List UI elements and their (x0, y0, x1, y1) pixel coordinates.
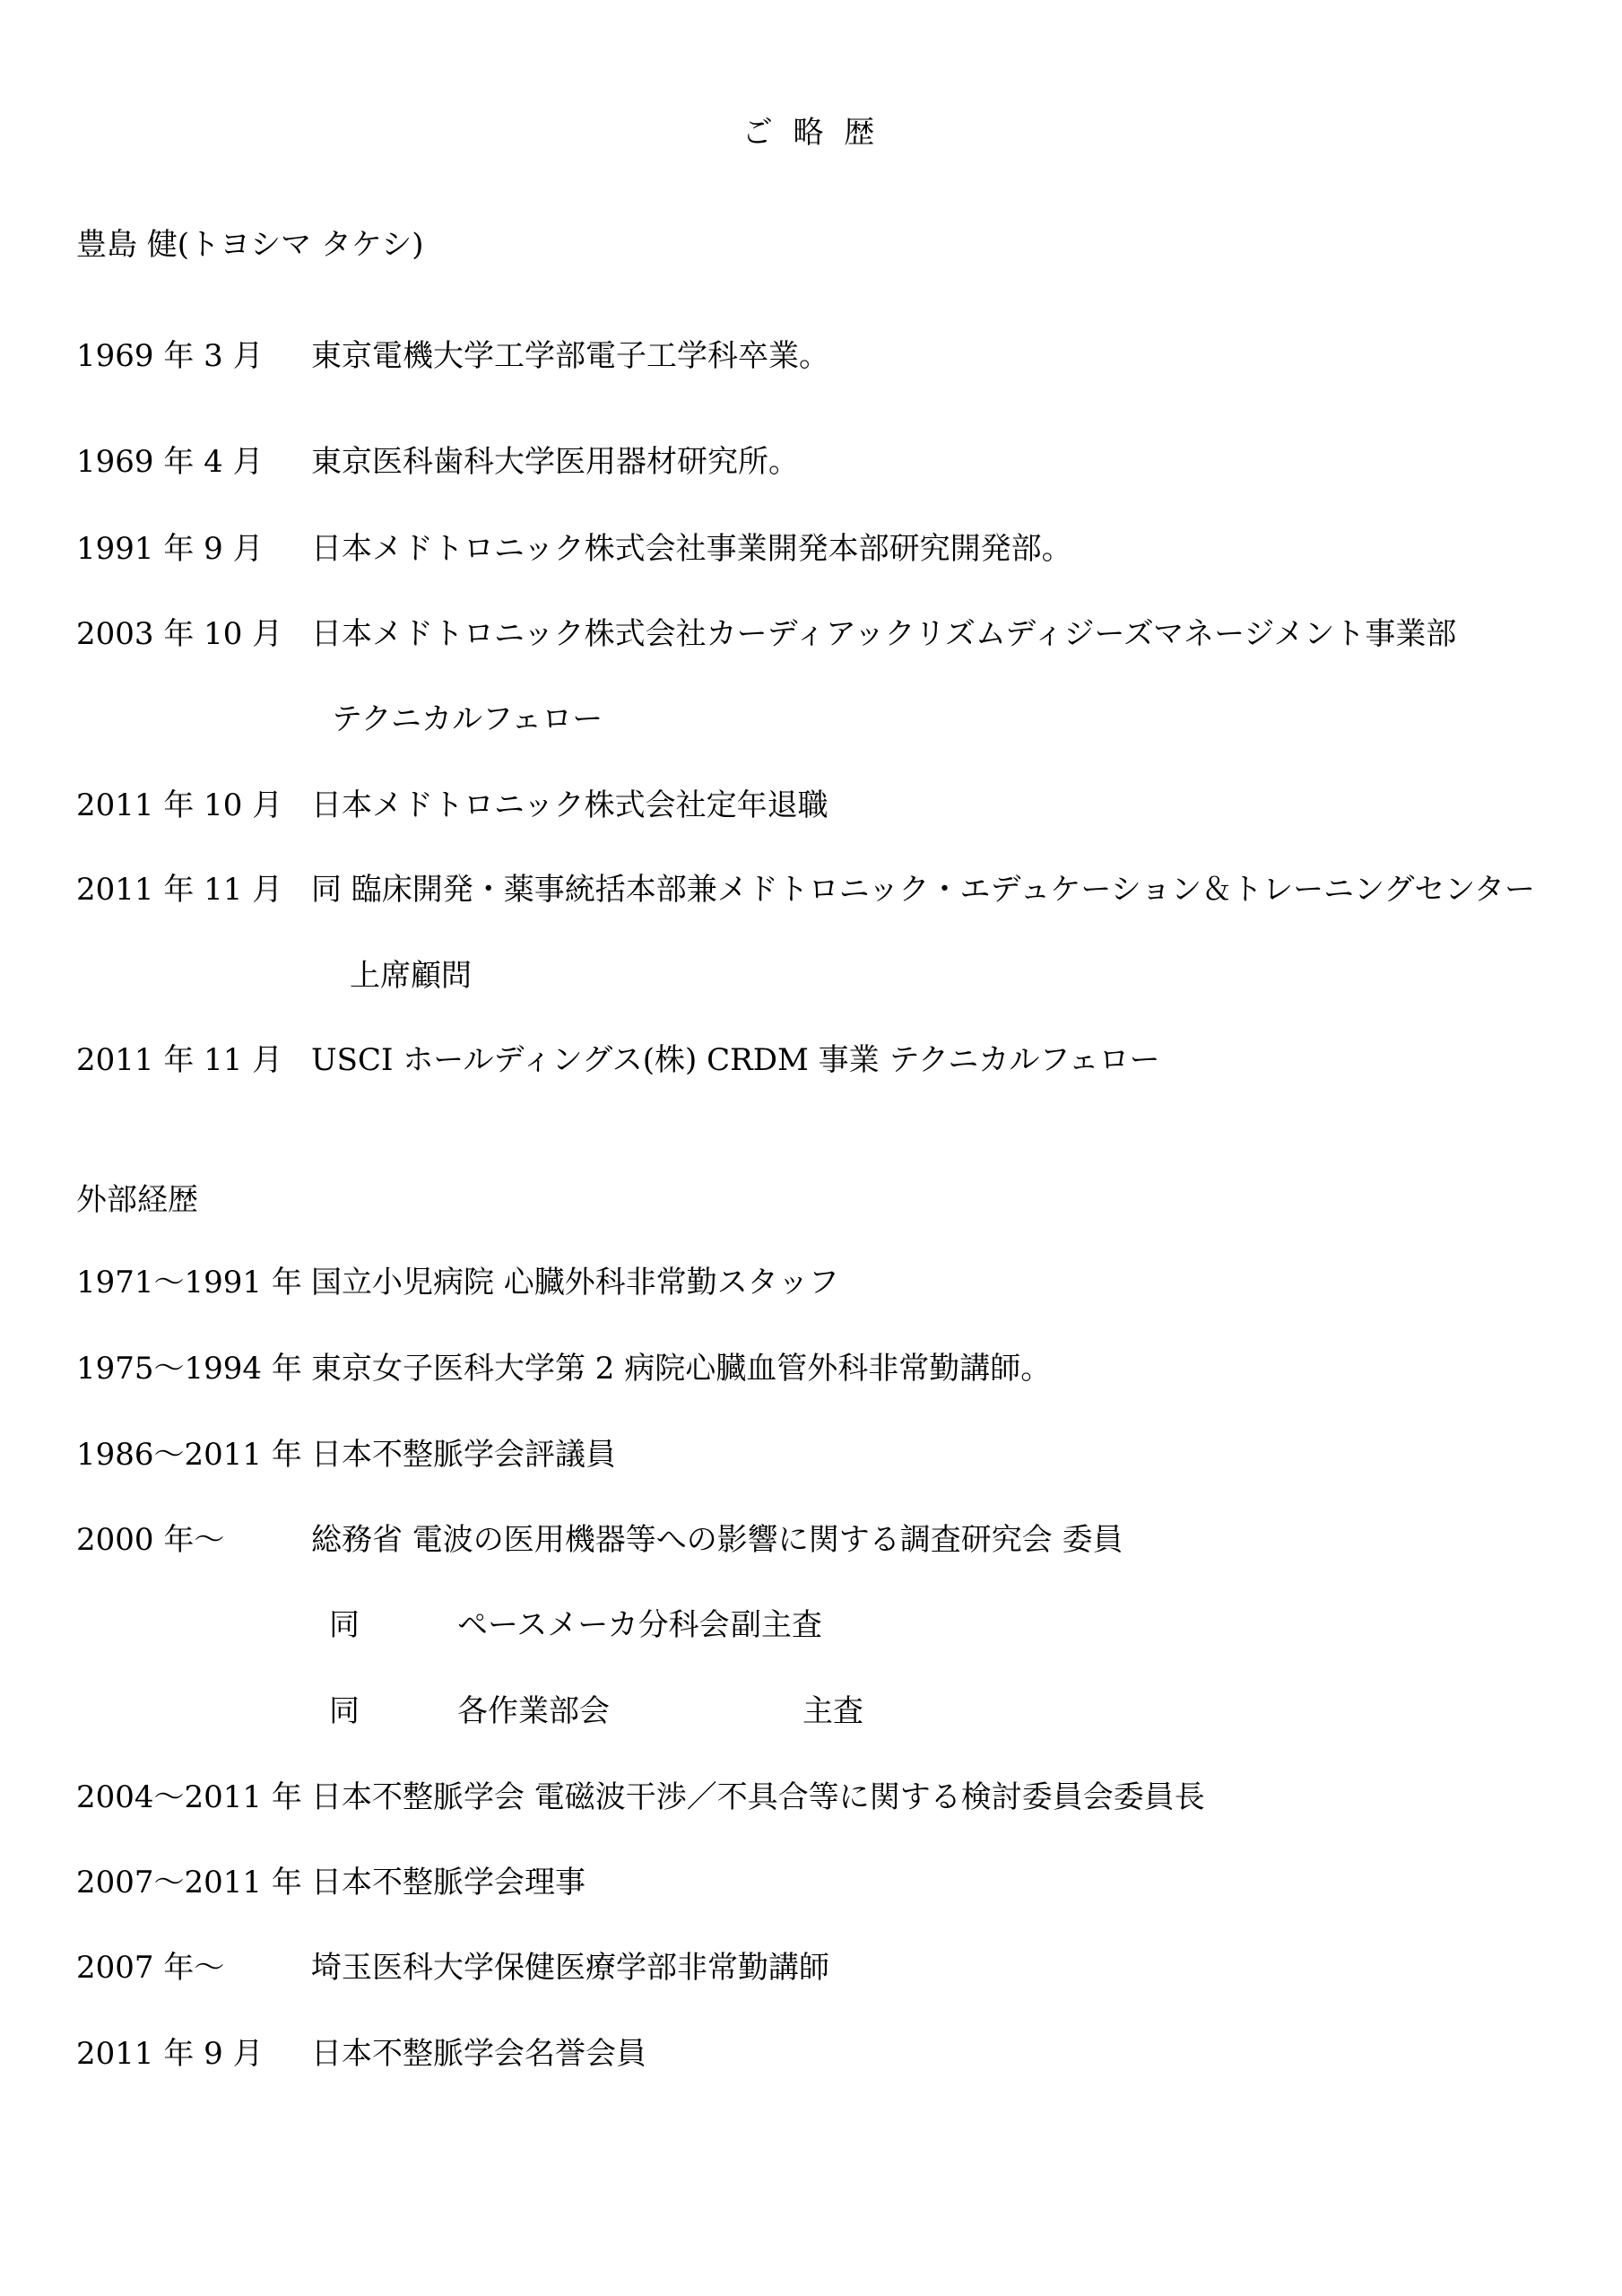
entry-description: 総務省 電波の医用機器等への影響に関する調査研究会 委員 (311, 1522, 1123, 1558)
entry-description: 日本不整脈学会名誉会員 (311, 2036, 646, 2072)
entry-description: 上席顧問 (350, 958, 472, 994)
entry-description: テクニカルフェロー (332, 701, 603, 737)
entry-description: 同 臨床開発・薬事統括本部兼メドトロニック・エデュケーション＆トレーニングセンター (311, 872, 1536, 908)
document-title: ご 略 歴 (742, 115, 880, 151)
entry-description: 日本不整脈学会評議員 (311, 1437, 616, 1473)
sub-entry-role: 主査 (802, 1693, 863, 1729)
entry-date: 2000 年～ (76, 1522, 225, 1558)
entry-date: 1971～1991 年 (76, 1265, 302, 1300)
sub-entry-ditto: 同 (329, 1607, 360, 1643)
entry-description: 日本メドトロニック株式会社事業開発本部研究開発部。 (311, 531, 1072, 567)
entry-description: 東京女子医科大学第 2 病院心臓血管外科非常勤講師。 (311, 1351, 1052, 1387)
entry-date: 2007 年～ (76, 1950, 225, 1986)
entry-date: 1969 年 4 月 (76, 444, 264, 480)
entry-date: 1969 年 3 月 (76, 338, 264, 374)
entry-description: 埼玉医科大学保健医療学部非常勤講師 (311, 1950, 829, 1986)
entry-date: 1991 年 9 月 (76, 531, 264, 567)
entry-date: 2007～2011 年 (76, 1865, 302, 1900)
entry-date: 2011 年 11 月 (76, 872, 283, 908)
entry-date: 2004～2011 年 (76, 1779, 302, 1815)
entry-description: 東京電機大学工学部電子工学科卒業。 (311, 338, 829, 374)
entry-date: 2011 年 11 月 (76, 1042, 283, 1078)
entry-date: 2011 年 10 月 (76, 787, 283, 823)
entry-date: 2003 年 10 月 (76, 616, 283, 652)
sub-entry-group: 各作業部会 (457, 1693, 610, 1729)
entry-description: 日本メドトロニック株式会社カーディアックリズムディジーズマネージメント事業部 (311, 616, 1457, 652)
entry-description: 東京医科歯科大学医用器材研究所。 (311, 444, 799, 480)
entry-date: 2011 年 9 月 (76, 2036, 264, 2072)
entry-description: 日本不整脈学会理事 (311, 1865, 585, 1900)
entry-description: 日本メドトロニック株式会社定年退職 (311, 787, 828, 823)
entry-date: 1975～1994 年 (76, 1351, 302, 1387)
section-heading-external: 外部経歴 (76, 1182, 198, 1218)
sub-entry-role: 副主査 (731, 1607, 822, 1643)
entry-date: 1986～2011 年 (76, 1437, 302, 1473)
sub-entry-group: ペースメーカ分科会 (457, 1607, 730, 1643)
entry-description: USCI ホールディングス(株) CRDM 事業 テクニカルフェロー (311, 1042, 1160, 1078)
sub-entry-ditto: 同 (329, 1693, 360, 1729)
person-name: 豊島 健(トヨシマ タケシ) (76, 227, 424, 263)
entry-description: 日本不整脈学会 電磁波干渉／不具合等に関する検討委員会委員長 (311, 1779, 1205, 1815)
entry-description: 国立小児病院 心臓外科非常勤スタッフ (311, 1265, 839, 1300)
